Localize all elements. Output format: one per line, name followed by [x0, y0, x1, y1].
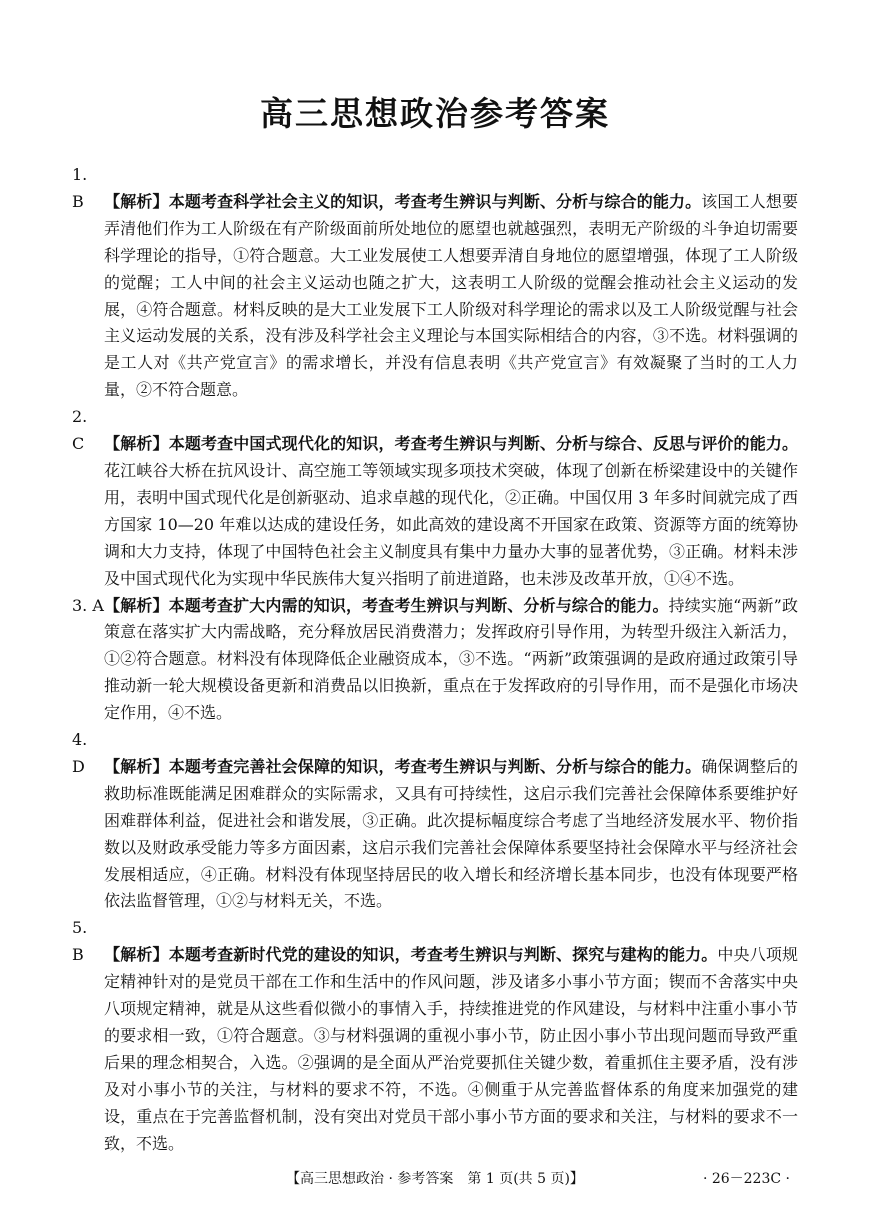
footer-exam-code: · 26－223C · [702, 1171, 790, 1187]
question-lead: 本题考查中国式现代化的知识，考查考生辨识与判断、分析与综合、反思与评价的能力。 [168, 434, 798, 454]
analysis-tag: 【解析】 [104, 756, 169, 776]
question-lead: 本题考查新时代党的建设的知识，考查考生辨识与判断、探究与建构的能力。 [168, 945, 718, 965]
question-item-3 [72, 593, 798, 728]
question-item-5 [72, 915, 798, 1157]
question-body: 确保调整后的救助标准既能满足困难群众的实际需求，又具有可持续性，这启示我们完善社会保障体系要维护好困难群体利益，促进社会和谐发展，③正确。此次提标幅度综合考虑了当地经济发展水平、物价指数以及财政承受能力等多方面因素，这启示我们完善社会保障体系要坚持社会保障水平与经济社会发展相适应，④正确。材料没有体现坚持居民的收入增长和经济增长基本同步，也没有体现要严格依法监督管理，①②与材料无关，不选。 [104, 756, 798, 911]
question-number: 5. B [72, 918, 88, 965]
question-list [72, 162, 798, 1158]
analysis-tag: 【解析】 [104, 945, 169, 965]
question-body: 持续实施“两新”政策意在落实扩大内需战略，充分释放居民消费潜力；发挥政府引导作用，为转型升级注入新活力，①②符合题意。材料没有体现降低企业融资成本，③不选。“两新”政策强调的是政府通过政策引导推动新一轮大规模设备更新和消费品以旧换新，重点在于发挥政府的引导作用，而不是强化市场决定作用，④不选。 [104, 595, 798, 723]
analysis-tag: 【解析】 [104, 191, 169, 211]
question-item-4 [72, 727, 798, 915]
question-lead: 本题考查完善社会保障的知识，考查考生辨识与判断、分析与综合的能力。 [168, 756, 702, 776]
footer-page-info: 【高三思想政治 · 参考答案 第 1 页(共 5 页)】 [286, 1171, 584, 1187]
question-body: 中央八项规定精神针对的是党员干部在工作和生活中的作风问题，涉及诸多小事小节方面；锲而不舍落实中央八项规定精神，就是从这些看似微小的事情入手，持续推进党的作风建设，与材料中注重小事小节的要求相一致，①符合题意。③与材料强调的重视小事小节，防止因小事小节出现问题而导致严重后果的理念相契合，入选。②强调的是全面从严治党要抓住关键少数，着重抓住主要矛盾，没有涉及对小事小节的关注，与材料的要求不符，不选。④侧重于从完善监督体系的角度来加强党的建设，重点在于完善监督机制，没有突出对党员干部小事小节方面的要求和关注，与材料的要求不一致，不选。 [104, 945, 798, 1153]
analysis-tag: 【解析】 [104, 595, 169, 615]
question-body: 该国工人想要弄清他们作为工人阶级在有产阶级面前所处地位的愿望也就越强烈，表明无产阶级的斗争迫切需要科学理论的指导，①符合题意。大工业发展使工人想要弄清自身地位的愿望增强，体现了工人阶级的觉醒；工人中间的社会主义运动也随之扩大，这表明工人阶级的觉醒会推动社会主义运动的发展，④符合题意。材料反映的是大工业发展下工人阶级对科学理论的需求以及工人阶级觉醒与社会主义运动发展的关系，没有涉及科学社会主义理论与本国实际相结合的内容，③不选。材料强调的是工人对《共产党宣言》的需求增长，并没有信息表明《共产党宣言》有效凝聚了当时的工人力量，②不符合题意。 [104, 191, 798, 400]
question-number: 1. B [72, 165, 88, 211]
analysis-tag: 【解析】 [104, 434, 169, 454]
question-item-1 [72, 162, 798, 404]
question-number: 2. C [72, 407, 88, 454]
question-number: 4. D [72, 730, 88, 776]
page-title: 高三思想政治参考答案 [260, 94, 610, 133]
question-lead: 本题考查科学社会主义的知识，考查考生辨识与判断、分析与综合的能力。 [168, 191, 702, 211]
question-number: 3. A [72, 595, 104, 615]
question-body: 花江峡谷大桥在抗风设计、高空施工等领域实现多项技术突破，体现了创新在桥梁建设中的关键作用，表明中国式现代化是创新驱动、追求卓越的现代化，②正确。中国仅用 3 年多时间就完成了西方国家 10—20 年难以达成的建设任务，如此高效的建设离不开国家在政策、资源等方面的统筹协调和大力支持，体现了中国特色社会主义制度具有集中力量办大事的显著优势，③正确。材料未涉及中国式现代化为实现中华民族伟大复兴指明了前进道路，也未涉及改革开放，①④不选。 [104, 460, 798, 588]
question-item-2 [72, 404, 798, 592]
question-lead: 本题考查扩大内需的知识，考查考生辨识与判断、分析与综合的能力。 [168, 595, 669, 615]
